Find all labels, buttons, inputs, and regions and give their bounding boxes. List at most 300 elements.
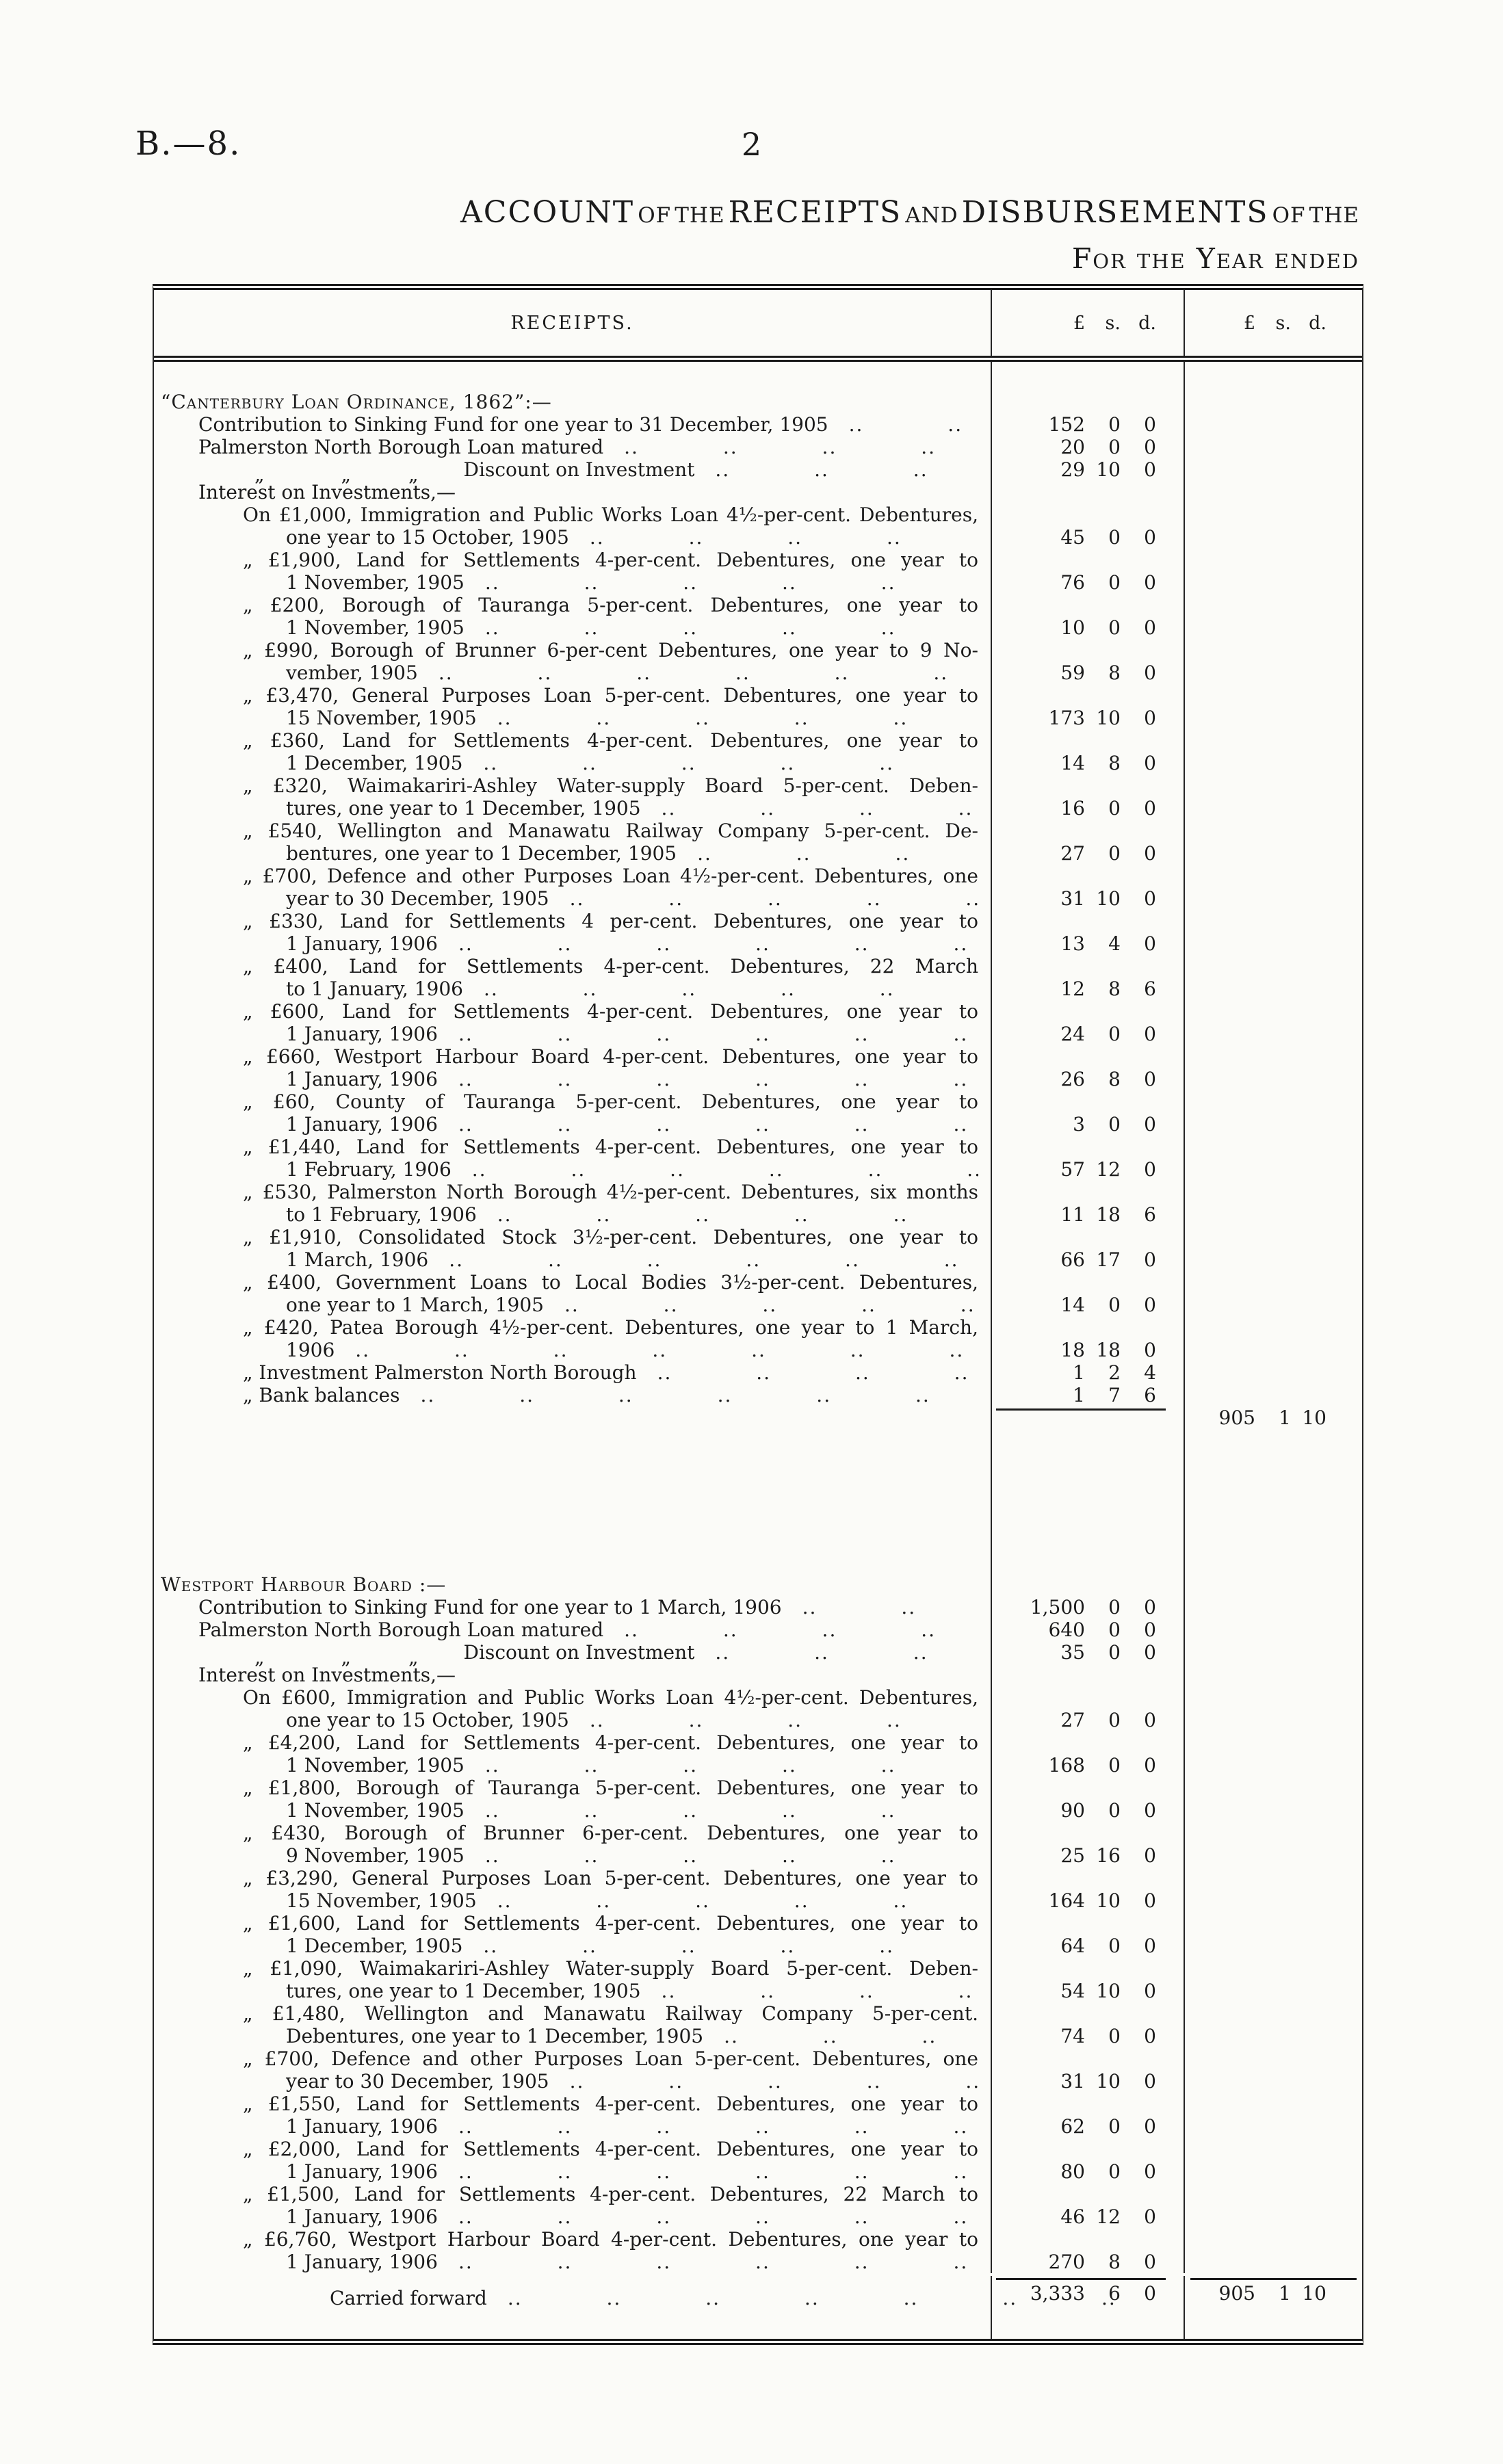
description-text: year to 30 December, 1905 xyxy=(286,2070,549,2093)
ditto-mark: „ xyxy=(254,463,265,486)
description-line xyxy=(154,1023,991,1045)
amount-pence: 0 xyxy=(1144,1294,1156,1316)
row-description xyxy=(154,458,991,486)
description-text: 1 November, 1905 xyxy=(286,1799,465,1822)
leader-dots xyxy=(624,1618,978,1641)
amount-shillings: 17 xyxy=(1096,1248,1121,1271)
table-row xyxy=(154,1384,1362,1406)
pence-label: d. xyxy=(1309,312,1326,334)
amount-shillings: 7 xyxy=(1108,1384,1121,1406)
amount-pence: 0 xyxy=(1144,842,1156,865)
amount-cell xyxy=(991,549,1184,594)
amount-pounds: 3 xyxy=(1073,1113,1085,1136)
amount-cell xyxy=(991,1777,1184,1822)
amount-cell xyxy=(991,1430,1184,1573)
shillings-label: s. xyxy=(1105,312,1121,334)
leader-dots xyxy=(715,458,978,481)
row-description xyxy=(154,1731,991,1777)
amount-cell xyxy=(991,1271,1184,1316)
leader-dots xyxy=(484,978,978,1000)
description-text: Debentures, one year to 1 December, 1905 xyxy=(286,2025,704,2047)
amount-shillings: 0 xyxy=(1108,2115,1121,2138)
amount-cell xyxy=(991,391,1184,413)
amount-cell xyxy=(1184,1406,1362,1430)
description-line xyxy=(154,797,991,820)
amount-shillings: 0 xyxy=(1108,1618,1121,1641)
section-heading: Westport Harbour Board :— xyxy=(161,1573,447,1596)
amount-pence: 0 xyxy=(1144,932,1156,955)
amount-cell xyxy=(991,1596,1184,1618)
amount-shillings: 6 xyxy=(1108,2282,1121,2305)
amount-cell xyxy=(991,1573,1184,1596)
amount-pounds: 90 xyxy=(1060,1799,1085,1822)
carried-forward-row xyxy=(154,2276,1362,2313)
table-row xyxy=(154,2183,1362,2228)
leader-dots xyxy=(662,797,978,820)
table-body xyxy=(154,362,1362,2339)
row-description xyxy=(154,820,991,865)
amount-cell xyxy=(1184,955,1362,1000)
amount-shillings: 8 xyxy=(1108,2251,1121,2273)
amount-pence: 0 xyxy=(1144,2070,1156,2093)
description-text: 15 November, 1905 xyxy=(286,1889,477,1912)
table-row xyxy=(154,1867,1362,1912)
row-description xyxy=(154,1045,991,1090)
row-description xyxy=(154,1361,991,1384)
amount-shillings: 10 xyxy=(1096,707,1121,729)
amount-cell xyxy=(1184,1664,1362,1686)
amount-cell xyxy=(1184,1867,1362,1912)
amount-shillings: 8 xyxy=(1108,978,1121,1000)
description-line: Interest on Investments,— xyxy=(198,481,456,503)
description-line xyxy=(154,1709,991,1731)
amount-pence: 10 xyxy=(1302,1406,1326,1429)
description-text: 1 December, 1905 xyxy=(286,1935,463,1957)
description-text: to 1 January, 1906 xyxy=(286,978,463,1000)
amount-pence: 0 xyxy=(1144,1248,1156,1271)
row-description xyxy=(154,1822,991,1867)
amount-shillings: 10 xyxy=(1096,458,1121,481)
amount-cell xyxy=(1184,729,1362,774)
money-header-1 xyxy=(991,290,1184,356)
row-description xyxy=(154,1596,991,1618)
row-description xyxy=(154,1777,991,1822)
description-text: 1 December, 1905 xyxy=(286,752,463,774)
amount-pence: 0 xyxy=(1144,1889,1156,1912)
description-line: „ £6,760, Westport Harbour Board 4-per-cent. Debentures, one year to xyxy=(243,2228,978,2251)
amount-cell xyxy=(1184,1596,1362,1618)
description-line xyxy=(154,1799,991,1822)
description-line: „ £1,800, Borough of Tauranga 5-per-cent. Debentures, one year to xyxy=(243,1777,978,1799)
amount-cell xyxy=(991,774,1184,820)
leader-dots xyxy=(497,1203,978,1226)
row-description xyxy=(154,2047,991,2093)
description-text: 9 November, 1905 xyxy=(286,1844,465,1867)
leader-dots xyxy=(458,1023,978,1045)
amount-pounds: 31 xyxy=(1060,887,1085,910)
row-description xyxy=(154,2276,991,2313)
amount-cell xyxy=(991,1822,1184,1867)
amount-shillings: 0 xyxy=(1108,571,1121,594)
description-line: „ £1,090, Waimakariri-Ashley Water-supply Board 5-per-cent. Deben- xyxy=(243,1957,978,1980)
row-description xyxy=(154,1181,991,1226)
amount-pence: 0 xyxy=(1144,436,1156,458)
amount-cell xyxy=(991,1406,1184,1430)
amount-cell xyxy=(991,2276,1184,2313)
description-text: 1 January, 1906 xyxy=(286,2205,438,2228)
amount-cell xyxy=(991,1641,1184,1664)
amount-cell xyxy=(991,503,1184,549)
amount-cell xyxy=(1184,2093,1362,2138)
amount-shillings: 0 xyxy=(1108,2160,1121,2183)
amount-shillings: 16 xyxy=(1096,1844,1121,1867)
amount-cell xyxy=(1184,1641,1362,1664)
description-line: „ £3,470, General Purposes Loan 5-per-cent. Debentures, one year to xyxy=(243,684,978,707)
column-header-receipts: RECEIPTS. xyxy=(510,312,634,334)
amount-shillings: 0 xyxy=(1108,1596,1121,1618)
amount-pence: 0 xyxy=(1144,458,1156,481)
description-line: „ £1,910, Consolidated Stock 3½-per-cent. Debentures, one year to xyxy=(243,1226,978,1248)
amount-cell xyxy=(991,1618,1184,1641)
description-line: „ £420, Patea Borough 4½-per-cent. Debentures, one year to 1 March, xyxy=(243,1316,978,1339)
amount-cell xyxy=(1184,549,1362,594)
amount-cell xyxy=(991,2313,1184,2339)
leader-dots xyxy=(458,932,978,955)
sum-rule xyxy=(996,1408,1166,1411)
title-word: THE xyxy=(1309,203,1359,228)
amount-cell xyxy=(991,1136,1184,1181)
description-line xyxy=(154,1248,991,1271)
amount-cell xyxy=(991,1664,1184,1686)
description-text: bentures, one year to 1 December, 1905 xyxy=(286,842,677,865)
amount-pounds: 64 xyxy=(1060,1935,1085,1957)
amount-pounds: 35 xyxy=(1060,1641,1085,1664)
leader-dots xyxy=(485,1844,978,1867)
section-heading: “Canterbury Loan Ordinance, 1862”:— xyxy=(161,391,552,413)
amount-shillings: 12 xyxy=(1096,2205,1121,2228)
leader-dots xyxy=(497,1889,978,1912)
row-description xyxy=(154,684,991,729)
description-line xyxy=(154,1618,991,1641)
leader-dots xyxy=(724,2025,978,2047)
amount-cell xyxy=(991,684,1184,729)
amount-pounds: 3,333 xyxy=(1030,2282,1085,2305)
row-description xyxy=(154,1384,991,1406)
amount-cell xyxy=(1184,1136,1362,1181)
pounds-symbol: £ xyxy=(1243,312,1255,334)
amount-pounds: 640 xyxy=(1048,1618,1085,1641)
amount-cell xyxy=(991,594,1184,639)
amount-pence: 0 xyxy=(1144,1068,1156,1090)
amount-cell xyxy=(991,1867,1184,1912)
description-line: „ £1,440, Land for Settlements 4-per-cent. Debentures, one year to xyxy=(243,1136,978,1158)
description-line xyxy=(154,1294,991,1316)
carried-forward-label: Carried forward xyxy=(330,2287,487,2309)
description-line: „ £1,900, Land for Settlements 4-per-cent. Debentures, one year to xyxy=(243,549,978,571)
leader-dots xyxy=(657,1361,978,1384)
amount-pence: 10 xyxy=(1302,2282,1326,2305)
amount-cell xyxy=(991,2047,1184,2093)
description-line xyxy=(154,1339,991,1361)
description-line xyxy=(154,887,991,910)
amount-cell xyxy=(1184,1957,1362,2002)
amount-cell xyxy=(991,1045,1184,1090)
amount-pounds: 12 xyxy=(1060,978,1085,1000)
leader-dots xyxy=(590,526,978,549)
description-text: 1 January, 1906 xyxy=(286,1023,438,1045)
money-header-2 xyxy=(1184,290,1362,356)
table-row xyxy=(154,436,1362,458)
amount-cell xyxy=(1184,2183,1362,2228)
description-line: „ £1,480, Wellington and Manawatu Railway Company 5-per-cent. xyxy=(243,2002,978,2025)
shillings-label: s. xyxy=(1275,312,1291,334)
description-text: year to 30 December, 1905 xyxy=(286,887,549,910)
amount-cell xyxy=(991,1000,1184,1045)
amount-pounds: 11 xyxy=(1060,1203,1085,1226)
row-description xyxy=(154,1090,991,1136)
amount-cell xyxy=(991,2228,1184,2273)
amount-pence: 0 xyxy=(1144,2251,1156,2273)
description-text: 1906 xyxy=(286,1339,335,1361)
row-description xyxy=(154,413,991,436)
row-description xyxy=(154,1573,991,1596)
leader-dots xyxy=(458,2160,978,2183)
description-line xyxy=(154,932,991,955)
amount-shillings: 0 xyxy=(1108,1641,1121,1664)
amount-pounds: 14 xyxy=(1060,1294,1085,1316)
description-line: „ £200, Borough of Tauranga 5-per-cent. Debentures, one year to xyxy=(243,594,978,616)
amount-cell xyxy=(1184,774,1362,820)
description-line xyxy=(154,1596,991,1618)
amount-pence: 0 xyxy=(1144,1339,1156,1361)
table-row xyxy=(154,1090,1362,1136)
description-line: „ £660, Westport Harbour Board 4-per-cent. Debentures, one year to xyxy=(243,1045,978,1068)
leader-dots xyxy=(458,2115,978,2138)
description-text: Palmerston North Borough Loan matured xyxy=(198,436,604,458)
amount-pence: 0 xyxy=(1144,571,1156,594)
amount-shillings: 10 xyxy=(1096,1980,1121,2002)
table-row xyxy=(154,1361,1362,1384)
amount-cell xyxy=(1184,1316,1362,1361)
amount-shillings: 0 xyxy=(1108,1023,1121,1045)
description-text: 1 January, 1906 xyxy=(286,1113,438,1136)
amount-pounds: 76 xyxy=(1060,571,1085,594)
section-row xyxy=(154,391,1362,413)
description-text: 15 November, 1905 xyxy=(286,707,477,729)
title-word: AND xyxy=(905,203,958,228)
table-row xyxy=(154,1664,1362,1686)
amount-cell xyxy=(991,1226,1184,1271)
leader-dots xyxy=(458,2205,978,2228)
amount-pounds: 66 xyxy=(1060,1248,1085,1271)
table-row xyxy=(154,2047,1362,2093)
amount-pounds: 168 xyxy=(1048,1754,1085,1777)
amount-cell xyxy=(991,1316,1184,1361)
row-description xyxy=(154,503,991,549)
row-description xyxy=(154,1000,991,1045)
amount-pounds: 59 xyxy=(1060,661,1085,684)
table-row xyxy=(154,684,1362,729)
amount-pounds: 31 xyxy=(1060,2070,1085,2093)
amount-pounds: 24 xyxy=(1060,1023,1085,1045)
amount-shillings: 10 xyxy=(1096,887,1121,910)
amount-cell xyxy=(1184,1045,1362,1090)
amount-cell xyxy=(1184,2047,1362,2093)
amount-shillings: 8 xyxy=(1108,752,1121,774)
amount-pence: 0 xyxy=(1144,1799,1156,1822)
description-line: „ £400, Land for Settlements 4-per-cent. Debentures, 22 March xyxy=(243,955,978,978)
amount-shillings: 0 xyxy=(1108,1754,1121,1777)
amount-pence: 0 xyxy=(1144,1618,1156,1641)
amount-cell xyxy=(1184,684,1362,729)
amount-pence: 4 xyxy=(1144,1361,1156,1384)
row-description xyxy=(154,1912,991,1957)
amount-cell xyxy=(991,865,1184,910)
row-description xyxy=(154,955,991,1000)
amount-pounds: 164 xyxy=(1048,1889,1085,1912)
amount-pounds: 152 xyxy=(1048,413,1085,436)
description-line xyxy=(154,571,991,594)
table-row xyxy=(154,549,1362,594)
amount-shillings: 2 xyxy=(1108,1361,1121,1384)
row-description xyxy=(154,1867,991,1912)
leader-dots xyxy=(715,1641,978,1664)
page-number: 2 xyxy=(741,126,762,163)
leader-dots xyxy=(483,752,978,774)
row-description xyxy=(154,391,991,413)
description-text: 1 February, 1906 xyxy=(286,1158,452,1181)
description-text: „ Bank balances xyxy=(243,1384,400,1406)
amount-cell xyxy=(1184,1618,1362,1641)
amount-pence: 6 xyxy=(1144,1384,1156,1406)
leader-dots xyxy=(570,887,978,910)
amount-pounds: 27 xyxy=(1060,1709,1085,1731)
amount-shillings: 0 xyxy=(1108,797,1121,820)
amount-pence: 0 xyxy=(1144,2160,1156,2183)
page-ref: B.—8. xyxy=(135,124,241,163)
table-row xyxy=(154,1686,1362,1731)
ditto-line xyxy=(154,458,991,486)
description-text: one year to 15 October, 1905 xyxy=(286,526,569,549)
description-text: one year to 15 October, 1905 xyxy=(286,1709,569,1731)
amount-cell xyxy=(991,1384,1184,1406)
table-row xyxy=(154,594,1362,639)
table-row xyxy=(154,1226,1362,1271)
table-row xyxy=(154,1045,1362,1090)
amount-cell xyxy=(1184,910,1362,955)
description-line: „ £60, County of Tauranga 5-per-cent. Debentures, one year to xyxy=(243,1090,978,1113)
amount-pounds: 62 xyxy=(1060,2115,1085,2138)
row-description xyxy=(154,481,991,503)
row-description xyxy=(154,2002,991,2047)
description-line xyxy=(154,616,991,639)
table-row xyxy=(154,955,1362,1000)
description-text: tures, one year to 1 December, 1905 xyxy=(286,797,641,820)
table-row xyxy=(154,2002,1362,2047)
leader-dots xyxy=(483,1935,978,1957)
amount-cell xyxy=(991,1912,1184,1957)
table-row xyxy=(154,2138,1362,2183)
amount-shillings: 0 xyxy=(1108,1113,1121,1136)
spacer-row xyxy=(154,1430,1362,1573)
amount-pence: 0 xyxy=(1144,1754,1156,1777)
row-description xyxy=(154,2093,991,2138)
row-description xyxy=(154,1618,991,1641)
description-text: 1 January, 1906 xyxy=(286,2251,438,2273)
amount-pence: 0 xyxy=(1144,1158,1156,1181)
description-line: „ £1,550, Land for Settlements 4-per-cent. Debentures, one year to xyxy=(243,2093,978,2115)
table-row xyxy=(154,820,1362,865)
title-word: RECEIPTS xyxy=(728,195,902,230)
leader-dots xyxy=(662,1980,978,2002)
title-line-2: For the Year ended xyxy=(1071,242,1359,275)
description-line: „ £330, Land for Settlements 4 per-cent. Debentures, one year to xyxy=(243,910,978,932)
amount-pounds: 46 xyxy=(1060,2205,1085,2228)
leader-dots xyxy=(458,2251,978,2273)
amount-shillings: 0 xyxy=(1108,413,1121,436)
description-line xyxy=(154,1754,991,1777)
description-text: 1 January, 1906 xyxy=(286,932,438,955)
description-line: „ £700, Defence and other Purposes Loan 4½-per-cent. Debentures, one xyxy=(243,865,978,887)
amount-cell xyxy=(991,362,1184,391)
description-text: vember, 1905 xyxy=(286,661,418,684)
table-row xyxy=(154,1641,1362,1668)
description-line xyxy=(154,413,991,436)
leader-dots xyxy=(570,2070,978,2093)
amount-pounds: 25 xyxy=(1060,1844,1085,1867)
row-description xyxy=(154,2138,991,2183)
amount-shillings: 8 xyxy=(1108,1068,1121,1090)
amount-cell xyxy=(991,2183,1184,2228)
description-line xyxy=(154,2251,991,2273)
table-row xyxy=(154,1957,1362,2002)
amount-pence: 0 xyxy=(1144,2115,1156,2138)
amount-cell xyxy=(1184,2002,1362,2047)
description-line: „ £430, Borough of Brunner 6-per-cent. Debentures, one year to xyxy=(243,1822,978,1844)
amount-cell xyxy=(991,2138,1184,2183)
amount-cell xyxy=(1184,594,1362,639)
leader-dots xyxy=(439,661,978,684)
amount-pounds: 57 xyxy=(1060,1158,1085,1181)
amount-pounds: 905 xyxy=(1218,2282,1255,2305)
amount-pounds: 13 xyxy=(1060,932,1085,955)
section-row xyxy=(154,1573,1362,1596)
amount-pounds: 14 xyxy=(1060,752,1085,774)
table-row xyxy=(154,910,1362,955)
row-description xyxy=(154,1316,991,1361)
description-line: „ £540, Wellington and Manawatu Railway Company 5-per-cent. De- xyxy=(243,820,978,842)
amount-pence: 0 xyxy=(1144,2025,1156,2047)
amount-cell xyxy=(1184,2138,1362,2183)
title-word: OF xyxy=(1272,203,1306,228)
amount-cell xyxy=(991,820,1184,865)
leader-dots xyxy=(697,842,978,865)
amount-pence: 0 xyxy=(1144,1844,1156,1867)
leader-dots xyxy=(472,1158,978,1181)
leader-dots xyxy=(458,1068,978,1090)
amount-pence: 0 xyxy=(1144,1023,1156,1045)
amount-pence: 6 xyxy=(1144,978,1156,1000)
amount-cell xyxy=(991,1957,1184,2002)
amount-cell xyxy=(1184,1777,1362,1822)
description-line: On £600, Immigration and Public Works Loan 4½-per-cent. Debentures, xyxy=(243,1686,978,1709)
table-row xyxy=(154,481,1362,503)
description-line xyxy=(154,752,991,774)
amount-pence: 0 xyxy=(1144,1596,1156,1618)
amount-cell xyxy=(991,458,1184,481)
description-text: „ Investment Palmerston North Borough xyxy=(243,1361,637,1384)
row-description xyxy=(154,549,991,594)
